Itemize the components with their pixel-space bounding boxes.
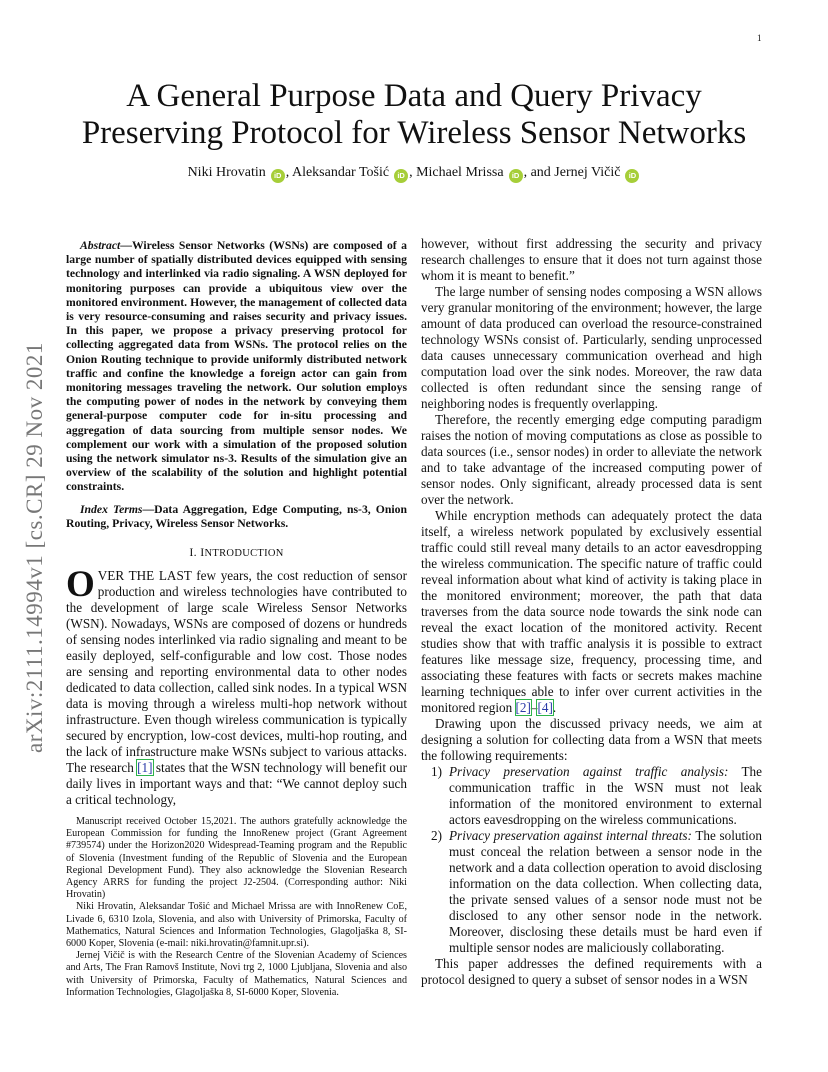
index-terms-text: —Data Aggregation, Edge Computing, ns-3, Onion Routing, Privacy, Wireless Sensor Networks.	[66, 502, 407, 530]
author-separator: , and	[523, 165, 555, 180]
body-paragraph: This paper addresses the defined requirements with a protocol designed to query a subset of sensor nodes in a WSN	[421, 956, 762, 987]
abstract	[66, 239, 407, 495]
section-number: I.	[189, 545, 201, 560]
orcid-icon[interactable]: iD	[625, 169, 639, 183]
footnote: Jernej Vičič is with the Research Centre of the Slovenian Academy of Sciences and Arts, The Fran Ramovš Institute, Novi trg 2, 1000 Ljubljana, Slovenia and also with University of Primorska, Faculty of Mathematics, Natural Sciences and Information Technologies, Glagoljaška 8, SI-6000 Koper, Slovenia.	[66, 950, 407, 998]
footnotes	[66, 816, 407, 999]
citation-dash: –	[530, 700, 538, 715]
citation-link[interactable]: [4]	[537, 700, 553, 715]
requirement-text: The solution must conceal the relation between a sensor node in the network and a data collection operation to avoid disclosing information on the data collection. When collecting data, the private sensed values of a sensor node must not be disclosed to any other sensor node in the network. Moreover, disclosing these details must be hard even if multiple sensor nodes are maliciously collaborating.	[449, 828, 762, 955]
body-paragraph: The large number of sensing nodes composing a WSN allows very granular monitoring of the environment; however, the large amount of data produced can overload the resource-constrained technology WSNs consist of. Particularly, sending unprocessed data causes unnecessary communication overhead and high computation load over the sink nodes. Moreover, the raw data collected is often redundant since the sensing range of neighboring nodes is frequently overlapping.	[421, 284, 762, 411]
paper-title	[0, 78, 828, 152]
section-heading-introduction	[66, 544, 407, 562]
footnote: Niki Hrovatin, Aleksandar Tošić and Michael Mrissa are with InnoRenew CoE, Livade 6, 6310 Izola, Slovenia, and also with University of Primorska, Faculty of Mathematics, Natural Sciences and Information Technologies, Glagoljaška 8, SI-6000 Koper, Slovenia (e-mail: niki.hrovatin@famnit.upr.si).	[66, 901, 407, 950]
arxiv-identifier	[22, 283, 52, 753]
author-separator: ,	[409, 165, 417, 180]
body-text: While encryption methods can adequately protect the data itself, a wireless network populated by exclusively essential traffic could still reveal many details to an actor eavesdropping the wireless communication. The specific nature of traffic could reveal information about what kind of activity is taking place in the monitored environment; moreover, the path that data traverses from the data source node towards the sink node can reveal the exact location of the monitored activity. Recent studies show that with traffic analysis it is possible to extract features like message size, frequency, processing time, and associating these features with facts or secrets makes machine learning techniques able to infer over current activities in the monitored region	[421, 508, 762, 715]
index-terms-label: Index Terms	[80, 502, 143, 516]
abstract-text: —Wireless Sensor Networks (WSNs) are composed of a large number of spatially distributed devices equipped with sensing technology and interlinked via radio signaling. A WSN deployed for monitoring purposes can provide a ubiquitous view over the monitored environment. However, the management of collected data is very resource-consuming and raises security and privacy issues. In this paper, we propose a privacy preserving protocol for collecting aggregated data from WSNs. The protocol relies on the Onion Routing technique to provide uniformly distributed network traffic and confine the knowledge a foreign actor can gain from monitoring messages traveling the network. Our solution employs the computing power of nodes in the network by conveying them general-purpose computer code for in-situ processing and aggregation of data sourcing from multiple sensor nodes. We complement our work with a simulation of the proposed solution using the network simulator ns-3. Results of the simulation give an overview of the scalability of the solution and highlight potential constraints.	[66, 239, 407, 494]
section-title-rest: NTRODUCTION	[204, 548, 284, 560]
intro-text-continued: states that the WSN technology will benefit our daily lives in important ways and that: “We cannot deploy such a critical technology,	[66, 760, 407, 808]
left-column	[66, 239, 407, 808]
body-paragraph: however, without first addressing the security and privacy research challenges to ensure that it does not turn against those whom it is meant to benefit.”	[421, 236, 762, 283]
page-number: 1	[757, 33, 762, 43]
list-number: 2)	[431, 828, 442, 843]
abstract-label: Abstract	[80, 239, 121, 252]
author-list	[0, 165, 828, 183]
author-name: Michael Mrissa	[416, 165, 504, 180]
body-paragraph: Therefore, the recently emerging edge computing paradigm raises the notion of moving computations as close as possible to data sources (i.e., sensor nodes) in order to alleviate the network and to take advantage of the increased computing power of sensor nodes. Only significant, already processed data is sent over the network.	[421, 412, 762, 507]
orcid-icon[interactable]: iD	[509, 169, 523, 183]
index-terms	[66, 503, 407, 531]
author-name: Niki Hrovatin	[187, 165, 266, 180]
requirements-list	[421, 764, 762, 956]
footnote: Manuscript received October 15,2021. The authors gratefully acknowledge the European Commission for funding the InnoRenew project (Grant Agreement #739574) under the Horizon2020 Widespread-Teaming program and the Republic of Slovenia (Investment funding of the Republic of Slovenia and the European Regional Development Fund). They also acknowledge the Slovenian Research Agency ARRS for funding the project J2-2504. (Corresponding author: Niki Hrovatin)	[66, 816, 407, 901]
drop-cap: O	[66, 564, 95, 606]
intro-text: few years, the cost reduction of sensor production and wireless technologies have contributed to the development of large scale Wireless Sensor Networks (WSN). Nowadays, WSNs are composed of dozens or hundreds of sensing nodes interlinked via radio signaling and meant to be easily deployed, self-configurable and low cost. Those nodes are sensing and reporting environmental data to other nodes dedicated to data collection, called sink nodes. In a typical WSN data is moving through a wireless multi-hop network without infrastructure. Even though wireless communication is typically secured by encryption, low-cost devices, multi-hop routing, and the lack of infrastructure make WSNs subject to various attacks. The research	[66, 568, 407, 776]
right-column	[421, 236, 762, 988]
author-name: Jernej Vičič	[554, 165, 621, 180]
requirement-title: Privacy preservation against internal threats:	[449, 828, 692, 843]
arxiv-identifier-text: arXiv:2111.14994v1 [cs.CR] 29 Nov 2021	[22, 342, 47, 753]
citation-link[interactable]: [2]	[515, 700, 531, 715]
title-line-2: Preserving Protocol for Wireless Sensor Networks	[81, 115, 747, 151]
author-name: Aleksandar Tošić	[291, 165, 390, 180]
body-paragraph: Drawing upon the discussed privacy needs, we aim at designing a solution for collecting data from a WSN that meets the following requirements:	[421, 716, 762, 763]
author-separator: ,	[285, 165, 292, 180]
intro-paragraph	[66, 564, 407, 808]
title-line-1: A General Purpose Data and Query Privacy	[126, 78, 702, 114]
list-number: 1)	[431, 764, 442, 779]
requirement-title: Privacy preservation against traffic analysis:	[449, 764, 729, 779]
requirement-text: The communication traffic in the WSN must not leak information of the monitored environment to external actors eavesdropping on the wireless communications.	[449, 764, 762, 827]
citation-link[interactable]: [1]	[137, 760, 153, 776]
list-item	[421, 828, 762, 956]
section-title-initial: I	[200, 545, 205, 560]
body-text: .	[552, 700, 557, 715]
orcid-icon[interactable]: iD	[394, 169, 408, 183]
intro-caps: VER THE LAST	[97, 568, 192, 584]
body-paragraph	[421, 508, 762, 716]
list-item	[421, 764, 762, 828]
orcid-icon[interactable]: iD	[271, 169, 285, 183]
